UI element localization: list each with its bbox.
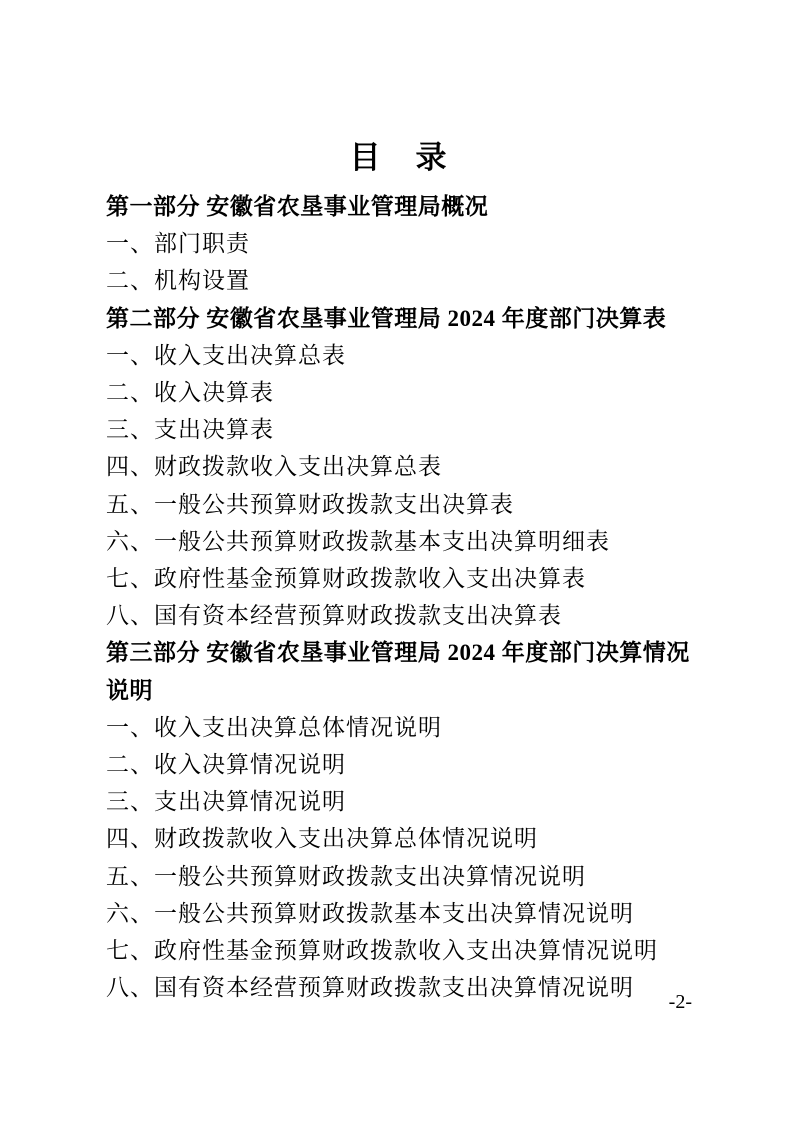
toc-item: 四、财政拨款收入支出决算总表 (106, 454, 442, 480)
page-number: -2- (668, 991, 692, 1013)
toc-item: 四、财政拨款收入支出决算总体情况说明 (106, 826, 538, 852)
toc-item: 五、一般公共预算财政拨款支出决算情况说明 (106, 863, 586, 889)
toc-item: 一、部门职责 (106, 231, 250, 257)
toc-list (106, 188, 692, 1006)
toc-item: 二、机构设置 (106, 268, 250, 294)
toc-item: 三、支出决算情况说明 (106, 789, 346, 815)
page-title: 目 录 (349, 140, 449, 175)
toc-item: 七、政府性基金预算财政拨款收入支出决算表 (106, 566, 586, 592)
toc-section-heading-part3: 第三部分 安徽省农垦事业管理局 2024 年度部门决算情况说明 (106, 640, 690, 703)
toc-item: 一、收入支出决算总体情况说明 (106, 714, 442, 740)
toc-section-heading-part2: 第二部分 安徽省农垦事业管理局 2024 年度部门决算表 (106, 305, 667, 331)
toc-item: 六、一般公共预算财政拨款基本支出决算情况说明 (106, 900, 634, 926)
toc-item: 二、收入决算表 (106, 380, 274, 406)
toc-item: 二、收入决算情况说明 (106, 752, 346, 778)
toc-item: 八、国有资本经营预算财政拨款支出决算表 (106, 603, 562, 629)
toc-item: 八、国有资本经营预算财政拨款支出决算情况说明 (106, 975, 634, 1001)
toc-item: 七、政府性基金预算财政拨款收入支出决算情况说明 (106, 938, 658, 964)
toc-item: 六、一般公共预算财政拨款基本支出决算明细表 (106, 528, 610, 554)
toc-item: 三、支出决算表 (106, 417, 274, 443)
toc-item: 一、收入支出决算总表 (106, 342, 346, 368)
toc-content (106, 0, 692, 1006)
toc-item: 五、一般公共预算财政拨款支出决算表 (106, 491, 514, 517)
toc-section-heading-part1: 第一部分 安徽省农垦事业管理局概况 (106, 194, 489, 219)
